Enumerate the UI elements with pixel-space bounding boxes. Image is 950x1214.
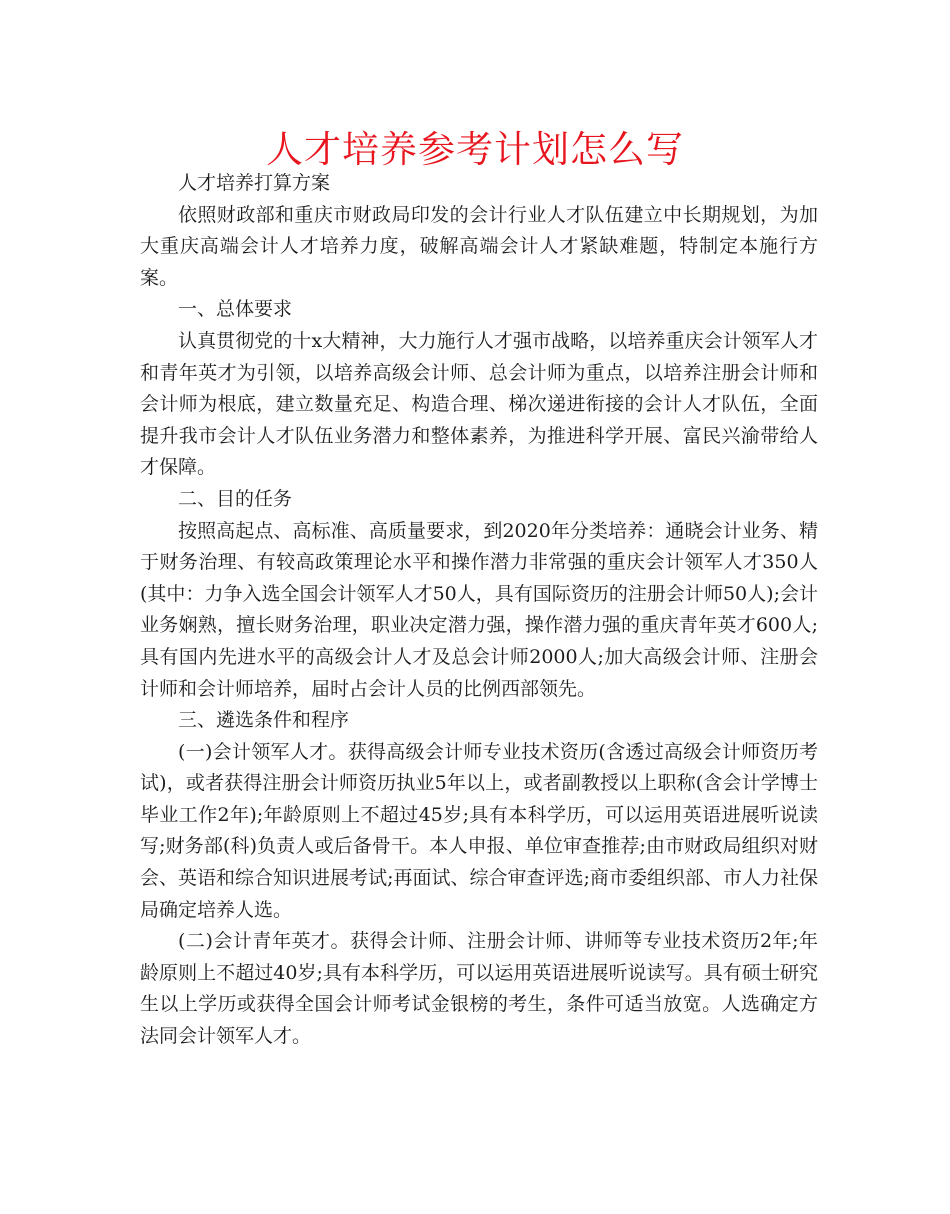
document-title: 人才培养参考计划怎么写 <box>266 128 684 171</box>
goals-paragraph: 按照高起点、高标准、高质量要求，到2020年分类培养：通晓会计业务、精于财务治理、有较高政策理论水平和操作潜力非常强的重庆会计领军人才350人(其中：力争入选全国会计领军人才50人，具有国际资历的注册会计师50人);会计业务娴熟，擅长财务治理，职业决定潜力强，操作潜力强的重庆青年英才600人;具有国内先进水平的高级会计人才及总会计师2000人;加大高级会计师、注册会计师和会计师培养，届时占会计人员的比例西部领先。 <box>140 519 818 700</box>
plan-subtitle: 人才培养打算方案 <box>178 172 331 194</box>
intro-paragraph: 依照财政部和重庆市财政局印发的会计行业人才队伍建立中长期规划，为加大重庆高端会计人才培养力度，破解高端会计人才紧缺难题，特制定本施行方案。 <box>140 203 818 289</box>
section-heading-general-requirements: 一、总体要求 <box>178 298 293 321</box>
document-body <box>140 168 818 1053</box>
selection-young-talent-paragraph: (二)会计青年英才。获得会计师、注册会计师、讲师等专业技术资历2年;年龄原则上不超过40岁;具有本科学历，可以运用英语进展听说读写。具有硕士研究生以上学历或获得全国会计师考试金银榜的考生，条件可适当放宽。人选确定方法同会计领军人才。 <box>140 930 818 1048</box>
general-requirements-paragraph: 认真贯彻党的十x大精神，大力施行人才强市战略，以培养重庆会计领军人才和青年英才为引领，以培养高级会计师、总会计师为重点，以培养注册会计师和会计师为根底，建立数量充足、构造合理、梯次递进衔接的会计人才队伍，全面提升我市会计人才队伍业务潜力和整体素养，为推进科学开展、富民兴渝带给人才保障。 <box>140 329 818 479</box>
section-heading-selection: 三、遴选条件和程序 <box>178 709 350 732</box>
section-heading-goals: 二、目的任务 <box>178 487 293 510</box>
selection-leaders-paragraph: (一)会计领军人才。获得高级会计师专业技术资历(含透过高级会计师资历考试)，或者获得注册会计师资历执业5年以上，或者副教授以上职称(含会计学博士毕业工作2年);年龄原则上不超过45岁;具有本科学历，可以运用英语进展听说读写;财务部(科)负责人或后备骨干。本人申报、单位审查推荐;由市财政局组织对财会、英语和综合知识进展考试;再面试、综合审查评选;商市委组织部、市人力社保局确定培养人选。 <box>140 740 818 921</box>
